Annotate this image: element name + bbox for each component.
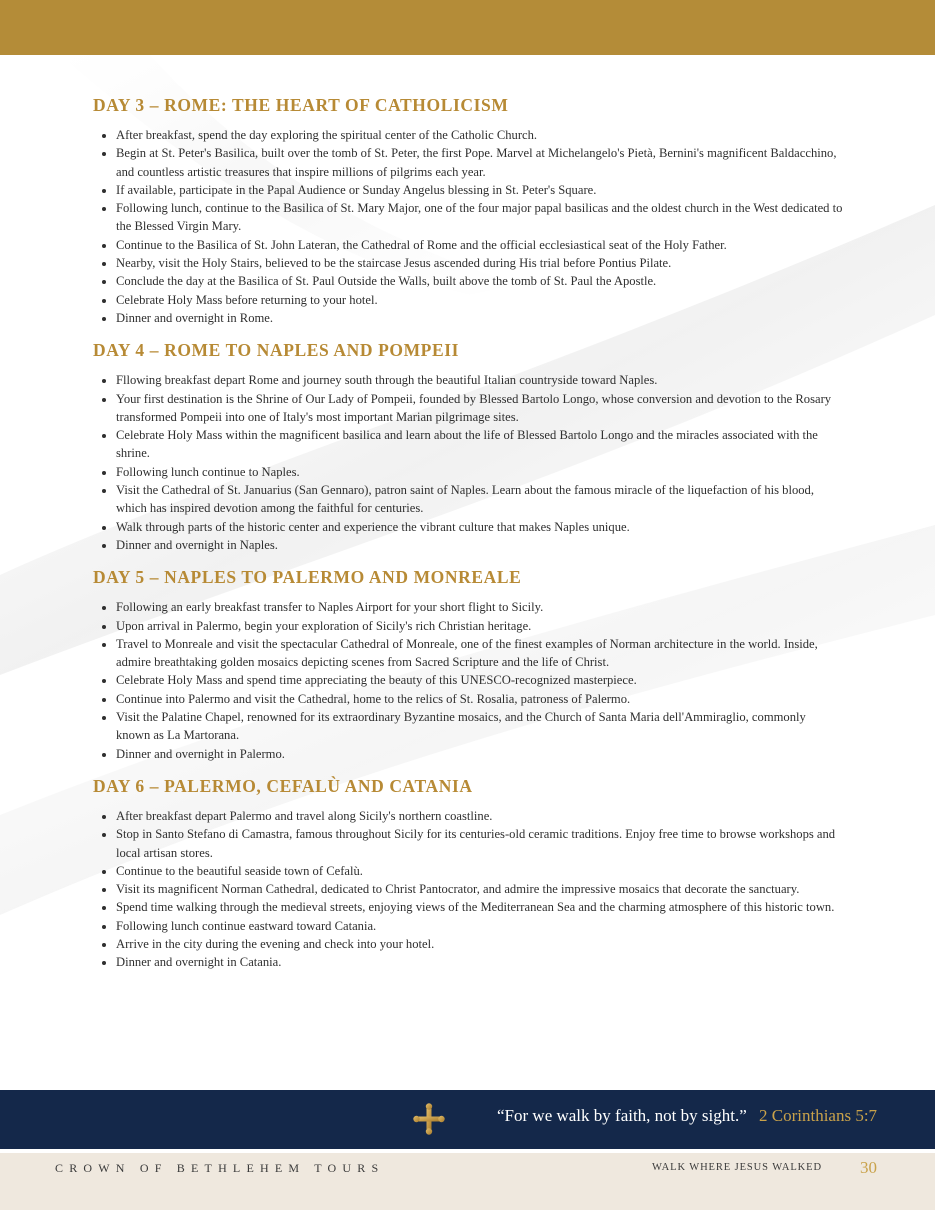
list-item: • Dinner and overnight in Rome. [116, 309, 843, 327]
page-footer [0, 1153, 935, 1210]
list-item: • Dinner and overnight in Naples. [116, 536, 843, 554]
list-item: • Celebrate Holy Mass before returning to your hotel. [116, 291, 843, 309]
footer-tagline: WALK WHERE JESUS WALKED [652, 1162, 822, 1173]
list-item: • Walk through parts of the historic center and experience the vibrant culture that makes Naples unique. [116, 518, 843, 536]
list-item: • Fllowing breakfast depart Rome and journey south through the beautiful Italian countryside toward Naples. [116, 371, 843, 389]
day-heading: DAY 6 – PALERMO, CEFALÙ AND CATANIA [93, 775, 473, 796]
list-item: • Continue to the beautiful seaside town of Cefalù. [116, 862, 843, 880]
list-item: • Stop in Santo Stefano di Camastra, famous throughout Sicily for its centuries-old ceramic traditions. Enjoy free time to browse workshops and local artisan stores. [116, 825, 843, 862]
list-item: • Following lunch continue eastward toward Catania. [116, 917, 843, 935]
list-item: • Visit its magnificent Norman Cathedral, dedicated to Christ Pantocrator, and admire the impressive mosaics that decorate the sanctuary. [116, 880, 843, 898]
cross-icon [412, 1102, 446, 1136]
list-item: • Following lunch continue to Naples. [116, 463, 843, 481]
activity-list [93, 807, 843, 972]
list-item: • Visit the Palatine Chapel, renowned for its extraordinary Byzantine mosaics, and the Church of Santa Maria dell'Ammiraglio, commonly known as La Martorana. [116, 708, 843, 745]
list-item: • If available, participate in the Papal Audience or Sunday Angelus blessing in St. Peter's Square. [116, 181, 843, 199]
activity-list [93, 598, 843, 763]
footer-brand: CROWN OF BETHLEHEM TOURS [55, 1161, 385, 1175]
list-item: • Nearby, visit the Holy Stairs, believed to be the staircase Jesus ascended during His trial before Pontius Pilate. [116, 254, 843, 272]
list-item: • Visit the Cathedral of St. Januarius (San Gennaro), patron saint of Naples. Learn about the famous miracle of the liquefaction of his blood, which has inspired devotion among the faithful for centuries. [116, 481, 843, 518]
list-item: • After breakfast depart Palermo and travel along Sicily's northern coastline. [116, 807, 843, 825]
day-section [93, 91, 843, 327]
quote-band [0, 1090, 935, 1149]
list-item: • Conclude the day at the Basilica of St. Paul Outside the Walls, built above the tomb of St. Paul the Apostle. [116, 272, 843, 290]
list-item: • Celebrate Holy Mass and spend time appreciating the beauty of this UNESCO-recognized masterpiece. [116, 671, 843, 689]
list-item: • After breakfast, spend the day exploring the spiritual center of the Catholic Church. [116, 126, 843, 144]
list-item: • Travel to Monreale and visit the spectacular Cathedral of Monreale, one of the finest examples of Norman architecture in the world. Inside, admire breathtaking golden mosaics depicting scenes from Sacred Scripture and the life of Christ. [116, 635, 843, 672]
day-heading: DAY 4 – ROME TO NAPLES AND POMPEII [93, 340, 460, 361]
day-section [93, 772, 843, 972]
list-item: • Begin at St. Peter's Basilica, built over the tomb of St. Peter, the first Pope. Marvel at Michelangelo's Pietà, Bernini's magnificent Baldacchino, and countless artistic treasures that inspire millions of pilgrims each year. [116, 144, 843, 181]
day-heading: DAY 5 – NAPLES TO PALERMO AND MONREALE [93, 567, 522, 588]
list-item: • Continue to the Basilica of St. John Lateran, the Cathedral of Rome and the official ecclesiastical seat of the Holy Father. [116, 236, 843, 254]
quote-reference: 2 Corinthians 5:7 [759, 1106, 878, 1125]
activity-list [93, 371, 843, 554]
page-number: 30 [860, 1158, 877, 1177]
day-section [93, 563, 843, 763]
list-item: • Dinner and overnight in Catania. [116, 953, 843, 971]
top-band [0, 0, 935, 55]
quote-text: “For we walk by faith, not by sight.” [497, 1106, 747, 1125]
list-item: • Dinner and overnight in Palermo. [116, 745, 843, 763]
list-item: • Spend time walking through the medieval streets, enjoying views of the Mediterranean Sea and the charming atmosphere of this historic town. [116, 898, 843, 916]
day-section [93, 336, 843, 554]
list-item: • Arrive in the city during the evening and check into your hotel. [116, 935, 843, 953]
list-item: • Continue into Palermo and visit the Cathedral, home to the relics of St. Rosalia, patroness of Palermo. [116, 690, 843, 708]
list-item: • Celebrate Holy Mass within the magnificent basilica and learn about the life of Blessed Bartolo Longo and the miracles associated with the shrine. [116, 426, 843, 463]
list-item: • Following an early breakfast transfer to Naples Airport for your short flight to Sicily. [116, 598, 843, 616]
itinerary-content [93, 91, 843, 981]
day-heading: DAY 3 – ROME: THE HEART OF CATHOLICISM [93, 95, 509, 115]
list-item: • Upon arrival in Palermo, begin your exploration of Sicily's rich Christian heritage. [116, 617, 843, 635]
list-item: • Following lunch, continue to the Basilica of St. Mary Major, one of the four major papal basilicas and the oldest church in the West dedicated to the Blessed Virgin Mary. [116, 199, 843, 236]
activity-list [93, 126, 843, 327]
list-item: • Your first destination is the Shrine of Our Lady of Pompeii, founded by Blessed Bartolo Longo, whose conversion and devotion to the Rosary transformed Pompeii into one of Italy's most important Marian pilgrimage sites. [116, 390, 843, 427]
